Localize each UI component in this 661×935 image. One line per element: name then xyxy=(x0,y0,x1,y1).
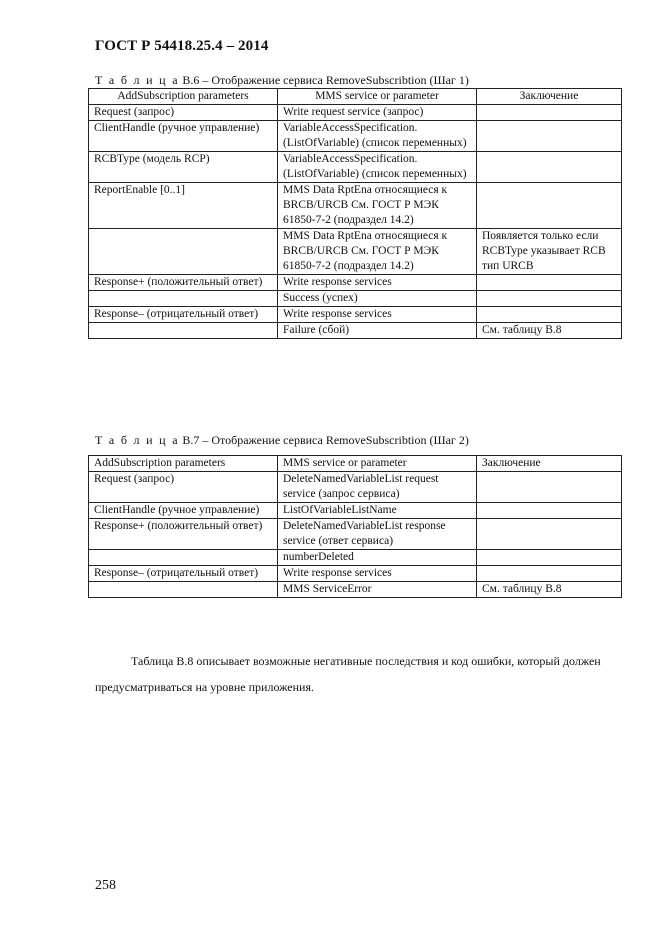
table-cell xyxy=(477,183,622,229)
table-b6 xyxy=(88,88,622,339)
body-paragraph xyxy=(95,648,621,700)
table-row xyxy=(89,582,622,598)
page-number: 258 xyxy=(95,878,116,893)
document-header: ГОСТ Р 54418.25.4 – 2014 xyxy=(95,38,269,54)
table-cell: Failure (сбой) xyxy=(278,323,477,339)
table-cell: numberDeleted xyxy=(278,550,477,566)
table-cell: Write response services xyxy=(278,275,477,291)
table-row xyxy=(89,550,622,566)
table-cell: См. таблицу B.8 xyxy=(477,582,622,598)
table-cell xyxy=(477,550,622,566)
table-cell: Request (запрос) xyxy=(89,105,278,121)
table-cell: VariableAccessSpecification. (ListOfVariable) (список переменных) xyxy=(278,152,477,183)
table-b7-caption-label: Т а б л и ц а xyxy=(95,433,180,447)
table-row xyxy=(89,566,622,582)
table-row xyxy=(89,121,622,152)
column-header: MMS service or parameter xyxy=(278,89,477,105)
table-cell xyxy=(477,275,622,291)
table-b7-caption-text: B.7 – Отображение сервиса RemoveSubscribtion (Шаг 2) xyxy=(179,433,469,447)
table-cell: Response– (отрицательный ответ) xyxy=(89,307,278,323)
table-cell: RCBType (модель RCP) xyxy=(89,152,278,183)
table-cell xyxy=(477,152,622,183)
table-cell: VariableAccessSpecification. (ListOfVariable) (список переменных) xyxy=(278,121,477,152)
column-header: MMS service or parameter xyxy=(278,456,477,472)
table-cell xyxy=(477,472,622,503)
table-cell: MMS Data RptEna относящиеся к BRCB/URCB См. ГОСТ Р МЭК 61850-7-2 (подраздел 14.2) xyxy=(278,183,477,229)
table-b6-caption-label: Т а б л и ц а xyxy=(95,73,180,87)
table-cell xyxy=(477,307,622,323)
table-cell xyxy=(477,566,622,582)
table-cell xyxy=(89,582,278,598)
table-cell xyxy=(477,503,622,519)
table-header-row xyxy=(89,456,622,472)
table-cell: Request (запрос) xyxy=(89,472,278,503)
column-header: Заключение xyxy=(477,89,622,105)
table-row xyxy=(89,323,622,339)
table-cell: Write response services xyxy=(278,566,477,582)
table-cell xyxy=(89,323,278,339)
table-row xyxy=(89,105,622,121)
table-cell: Write request service (запрос) xyxy=(278,105,477,121)
table-cell: Success (успех) xyxy=(278,291,477,307)
table-row xyxy=(89,275,622,291)
table-b7-caption xyxy=(95,433,469,448)
table-cell: См. таблицу B.8 xyxy=(477,323,622,339)
column-header: AddSubscription parameters xyxy=(89,89,278,105)
table-cell: ClientHandle (ручное управление) xyxy=(89,503,278,519)
table-cell xyxy=(89,291,278,307)
column-header: Заключение xyxy=(477,456,622,472)
body-paragraph-text: Таблица B.8 описывает возможные негативные последствия и код ошибки, который должен предусматриваться на уровне приложения. xyxy=(95,654,601,694)
table-cell: Response+ (положительный ответ) xyxy=(89,275,278,291)
table-cell: Response+ (положительный ответ) xyxy=(89,519,278,550)
table-row xyxy=(89,183,622,229)
table-row xyxy=(89,291,622,307)
table-cell: MMS ServiceError xyxy=(278,582,477,598)
table-cell xyxy=(477,291,622,307)
table-cell: DeleteNamedVariableList request service (запрос сервиса) xyxy=(278,472,477,503)
table-cell: ReportEnable [0..1] xyxy=(89,183,278,229)
table-cell: Появляется только если RCBType указывает RCB тип URCB xyxy=(477,229,622,275)
table-cell: MMS Data RptEna относящиеся к BRCB/URCB См. ГОСТ Р МЭК 61850-7-2 (подраздел 14.2) xyxy=(278,229,477,275)
table-row xyxy=(89,519,622,550)
table-cell xyxy=(477,105,622,121)
table-row xyxy=(89,472,622,503)
table-row xyxy=(89,307,622,323)
table-cell xyxy=(89,229,278,275)
table-b7 xyxy=(88,455,622,598)
table-cell: Write response services xyxy=(278,307,477,323)
table-row xyxy=(89,503,622,519)
table-b6-caption xyxy=(95,73,469,88)
table-cell: ListOfVariableListName xyxy=(278,503,477,519)
table-row xyxy=(89,152,622,183)
table-header-row xyxy=(89,89,622,105)
table-cell: ClientHandle (ручное управление) xyxy=(89,121,278,152)
table-cell: DeleteNamedVariableList response service (ответ сервиса) xyxy=(278,519,477,550)
table-cell xyxy=(89,550,278,566)
table-b6-caption-text: B.6 – Отображение сервиса RemoveSubscribtion (Шаг 1) xyxy=(179,73,469,87)
column-header: AddSubscription parameters xyxy=(89,456,278,472)
table-cell xyxy=(477,121,622,152)
table-cell xyxy=(477,519,622,550)
table-row xyxy=(89,229,622,275)
table-cell: Response– (отрицательный ответ) xyxy=(89,566,278,582)
